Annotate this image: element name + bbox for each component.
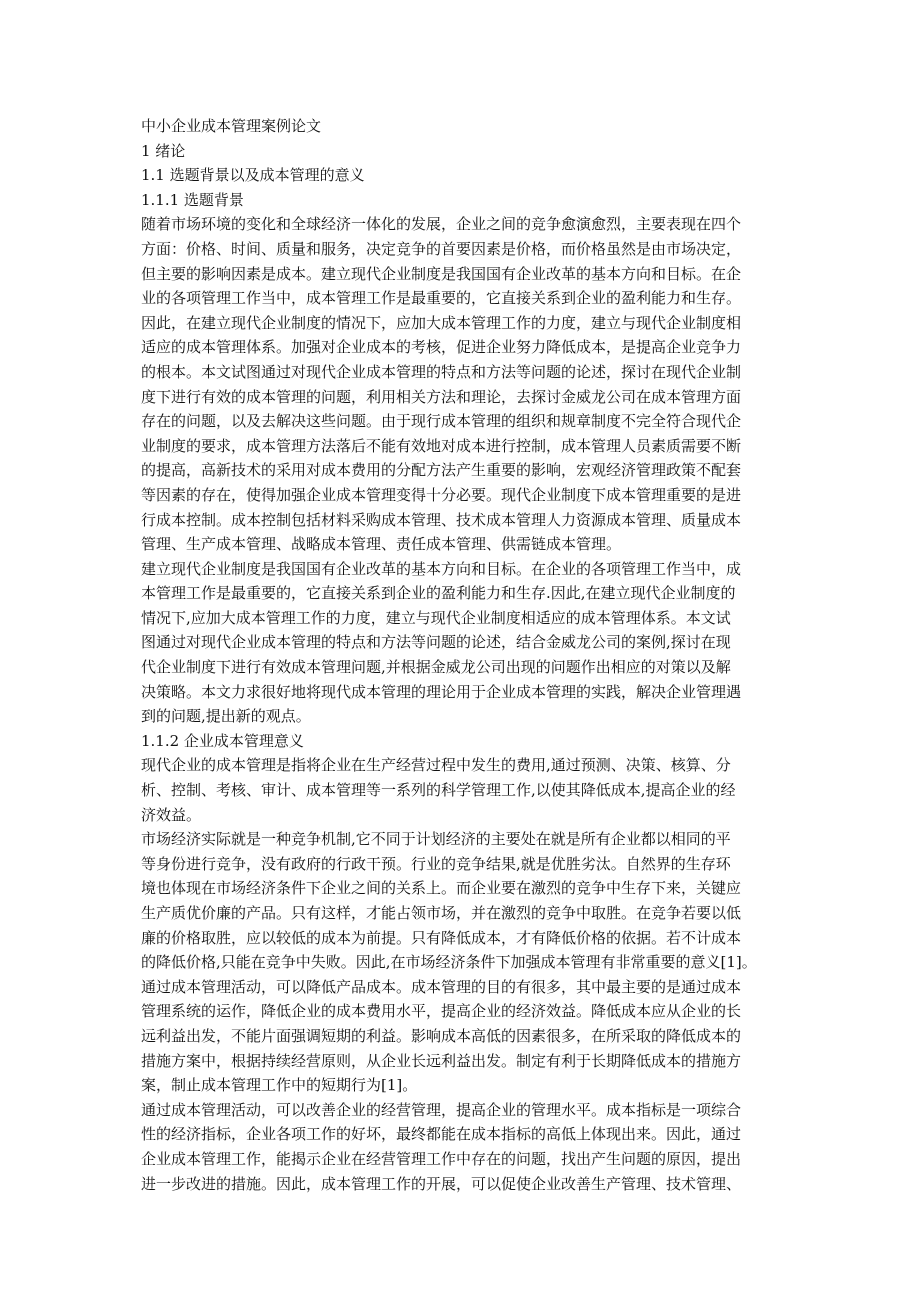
heading-1: 1 绪论: [141, 141, 186, 160]
paragraph-4: [141, 827, 787, 975]
paragraph-line: 本管理工作是最重要的，它直接关系到企业的盈利能力和生存.因此,在建立现代企业制度的: [141, 584, 736, 603]
paragraph-line: 远利益出发，不能片面强调短期的利益。影响成本高低的因素很多，在所采取的降低成本的: [141, 1026, 742, 1045]
paragraph-line: 廉的价格取胜，应以较低的成本为前提。只有降低成本，才有降低价格的依据。若不计成本: [141, 928, 742, 947]
paragraph-line: 案，制止成本管理工作中的短期行为[1]。: [141, 1076, 418, 1095]
paragraph-line: 市场经济实际就是一种竞争机制,它不同于计划经济的主要处在就是所有企业都以相同的平: [141, 830, 731, 849]
paragraph-line: 图通过对现代企业成本管理的特点和方法等问题的论述，结合金威龙公司的案例,探讨在现: [141, 633, 731, 652]
paragraph-line: 等身份进行竞争，没有政府的行政干预。行业的竞争结果,就是优胜劣汰。自然界的生存环: [141, 854, 731, 873]
paragraph-line: 存在的问题，以及去解决这些问题。由于现行成本管理的组织和规章制度不完全符合现代企: [141, 412, 742, 431]
paragraph-5: [141, 975, 787, 1098]
paragraph-1: [141, 212, 787, 556]
paragraph-line: 度下进行有效的成本管理的问题，利用相关方法和理论，去探讨金威龙公司在成本管理方面: [141, 387, 742, 406]
paragraph-line: 适应的成本管理体系。加强对企业成本的考核，促进企业努力降低成本，是提高企业竞争力: [141, 338, 742, 357]
paragraph-line: 现代企业的成本管理是指将企业在生产经营过程中发生的费用,通过预测、决策、核算、分: [141, 756, 731, 775]
document-title: 中小企业成本管理案例论文: [141, 117, 322, 135]
document-body: [141, 114, 787, 1196]
paragraph-line: 进一步改进的措施。因此，成本管理工作的开展，可以促使企业改善生产管理、技术管理、: [141, 1174, 742, 1193]
paragraph-line: 生产质优价廉的产品。只有这样，才能占领市场，并在激烈的竞争中取胜。在竞争若要以低: [141, 904, 742, 922]
paragraph-line: 企业成本管理工作，能揭示企业在经营管理工作中存在的问题，找出产生问题的原因，提出: [141, 1149, 742, 1168]
paragraph-2: [141, 557, 787, 729]
heading-1-1-2: 1.1.2 企业成本管理意义: [141, 731, 304, 750]
paragraph-line: 通过成本管理活动，可以改善企业的经营管理，提高企业的管理水平。成本指标是一项综合: [141, 1100, 742, 1119]
paragraph-line: 措施方案中，根据持续经营原则，从企业长远利益出发。制定有利于长期降低成本的措施方: [141, 1051, 742, 1070]
paragraph-line: 济效益。: [141, 805, 202, 824]
heading-1-1-1: 1.1.1 选题背景: [141, 190, 244, 209]
paragraph-3: [141, 753, 787, 827]
paragraph-line: 因此，在建立现代企业制度的情况下，应加大成本管理工作的力度，建立与现代企业制度相: [141, 313, 742, 332]
paragraph-line: 管理、生产成本管理、战略成本管理、责任成本管理、供需链成本管理。: [141, 535, 622, 554]
paragraph-line: 但主要的影响因素是成本。建立现代企业制度是我国国有企业改革的基本方向和目标。在企: [141, 264, 742, 283]
paragraph-line: 业制度的要求，成本管理方法落后不能有效地对成本进行控制，成本管理人员素质需要不断: [141, 436, 742, 455]
paragraph-line: 代企业制度下进行有效成本管理问题,并根据金威龙公司出现的问题作出相应的对策以及解: [141, 658, 731, 677]
paragraph-line: 方面：价格、时间、质量和服务，决定竞争的首要因素是价格，而价格虽然是由市场决定，: [141, 239, 742, 258]
paragraph-line: 析、控制、考核、审计、成本管理等一系列的科学管理工作,以使其降低成本,提高企业的经: [141, 781, 736, 800]
paragraph-line: 决策略。本文力求很好地将现代成本管理的理论用于企业成本管理的实践，解决企业管理遇: [141, 682, 742, 701]
paragraph-line: 性的经济指标，企业各项工作的好坏，最终都能在成本指标的高低上体现出来。因此，通过: [141, 1125, 742, 1144]
paragraph-line: 随着市场环境的变化和全球经济一体化的发展，企业之间的竞争愈演愈烈，主要表现在四个: [141, 215, 742, 234]
heading-1-1: 1.1 选题背景以及成本管理的意义: [141, 166, 365, 185]
paragraph-line: 的提高，高新技术的采用对成本费用的分配方法产生重要的影响，宏观经济管理政策不配套: [141, 461, 742, 480]
paragraph-6: [141, 1098, 787, 1196]
paragraph-line: 情况下,应加大成本管理工作的力度，建立与现代企业制度相适应的成本管理体系。本文试: [141, 608, 731, 627]
paragraph-line: 到的问题,提出新的观点。: [141, 707, 311, 726]
paragraph-line: 境也体现在市场经济条件下企业之间的关系上。而企业要在激烈的竞争中生存下来，关键应: [141, 879, 742, 898]
paragraph-line: 建立现代企业制度是我国国有企业改革的基本方向和目标。在企业的各项管理工作当中，成: [141, 559, 742, 578]
paragraph-line: 管理系统的运作，降低企业的成本费用水平，提高企业的经济效益。降低成本应从企业的长: [141, 1002, 742, 1021]
paragraph-line: 的降低价格,只能在竞争中失败。因此,在市场经济条件下加强成本管理有非常重要的意义[1]。: [141, 953, 757, 972]
paragraph-line: 通过成本管理活动，可以降低产品成本。成本管理的目的有很多，其中最主要的是通过成本: [141, 977, 742, 996]
paragraph-line: 业的各项管理工作当中，成本管理工作是最重要的，它直接关系到企业的盈利能力和生存。: [141, 289, 742, 308]
paragraph-line: 行成本控制。成本控制包括材料采购成本管理、技术成本管理人力资源成本管理、质量成本: [141, 510, 742, 529]
paragraph-line: 的根本。本文试图通过对现代企业成本管理的特点和方法等问题的论述，探讨在现代企业制: [141, 362, 742, 381]
paragraph-line: 等因素的存在，使得加强企业成本管理变得十分必要。现代企业制度下成本管理重要的是进: [141, 485, 742, 504]
